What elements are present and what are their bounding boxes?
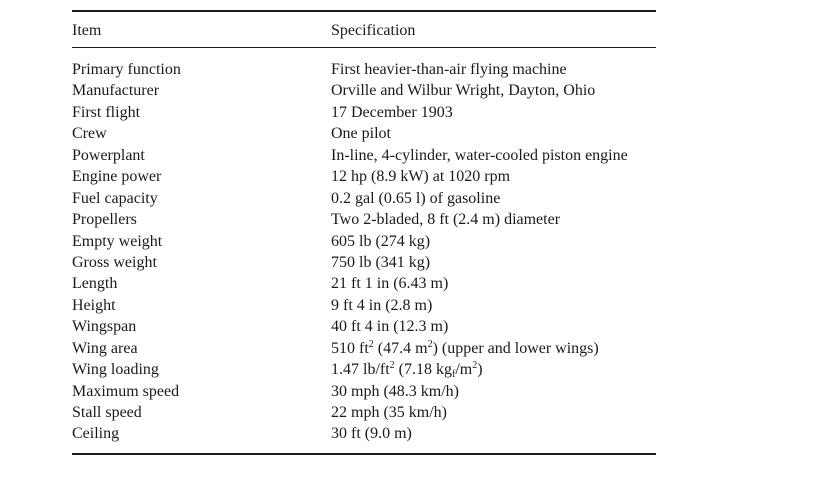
wing-loading-unit: /m (455, 361, 473, 379)
table-row (0, 188, 817, 209)
row-spec: 12 hp (8.9 kW) at 1020 rpm (331, 168, 511, 186)
table-row (0, 423, 817, 444)
row-spec: In-line, 4-cylinder, water-cooled piston engine (331, 146, 628, 164)
table-row (0, 338, 817, 359)
header-item: Item (72, 22, 102, 39)
row-spec: 0.2 gal (0.65 l) of gasoline (331, 189, 501, 207)
row-item: Height (72, 296, 116, 314)
row-item: Engine power (72, 168, 162, 186)
row-item: Wing area (72, 339, 138, 357)
wing-loading-metric: (7.18 kg (394, 361, 452, 379)
wing-area-note: ) (upper and lower wings) (432, 339, 599, 357)
row-spec: 30 ft (9.0 m) (331, 425, 412, 443)
row-item: Gross weight (72, 253, 157, 271)
row-spec: 22 mph (35 km/h) (331, 404, 447, 421)
superscript: 2 (427, 338, 433, 350)
row-spec: 750 lb (341 kg) (331, 253, 431, 271)
table-row (0, 166, 817, 187)
table-row (0, 359, 817, 380)
table-row (0, 145, 817, 166)
table-row (0, 402, 817, 423)
row-spec: Orville and Wilbur Wright, Dayton, Ohio (331, 82, 596, 100)
row-spec: 40 ft 4 in (12.3 m) (331, 318, 449, 336)
row-item: Wingspan (72, 318, 137, 336)
row-item: Stall speed (72, 404, 142, 421)
wing-loading-imperial: 1.47 lb/ft (331, 361, 390, 379)
table-row (0, 381, 817, 402)
table-header (0, 21, 817, 41)
table-body (0, 59, 817, 445)
table-top-rule (72, 10, 656, 12)
table-row (0, 252, 817, 273)
table-row (0, 80, 817, 101)
table-row (0, 316, 817, 337)
wing-area-metric: (47.4 m (373, 339, 428, 357)
row-spec: 605 lb (274 kg) (331, 232, 431, 250)
table-row (0, 59, 817, 80)
row-item: Wing loading (72, 361, 159, 379)
row-spec (331, 359, 483, 380)
wing-loading-close: ) (477, 361, 483, 379)
subscript: f (452, 369, 456, 381)
table-row (0, 231, 817, 252)
header-specification: Specification (331, 22, 416, 39)
row-item: Maximum speed (72, 382, 180, 400)
table-row (0, 102, 817, 123)
row-item: First flight (72, 103, 141, 121)
row-spec (331, 338, 599, 359)
row-spec: First heavier-than-air flying machine (331, 61, 567, 78)
row-item: Length (72, 275, 118, 293)
row-spec: One pilot (331, 125, 391, 143)
superscript: 2 (389, 360, 395, 372)
row-item: Powerplant (72, 146, 145, 164)
row-item: Propellers (72, 211, 137, 229)
row-spec: Two 2-bladed, 8 ft (2.4 m) diameter (331, 211, 561, 229)
row-item: Fuel capacity (72, 189, 158, 207)
wing-area-imperial: 510 ft (331, 339, 369, 357)
row-spec: 30 mph (48.3 km/h) (331, 382, 459, 400)
table-row (0, 123, 817, 144)
superscript: 2 (368, 338, 374, 350)
row-spec: 17 December 1903 (331, 103, 453, 121)
table-header-rule (72, 47, 656, 48)
row-spec: 21 ft 1 in (6.43 m) (331, 275, 449, 293)
row-item: Empty weight (72, 232, 163, 250)
row-item: Manufacturer (72, 82, 160, 100)
row-item: Primary function (72, 61, 181, 78)
row-item: Ceiling (72, 425, 120, 443)
table-row (0, 295, 817, 316)
row-item: Crew (72, 125, 107, 143)
row-spec: 9 ft 4 in (2.8 m) (331, 296, 433, 314)
table-row (0, 209, 817, 230)
table-row (0, 273, 817, 294)
table-bottom-rule (72, 453, 656, 455)
superscript: 2 (472, 360, 478, 372)
